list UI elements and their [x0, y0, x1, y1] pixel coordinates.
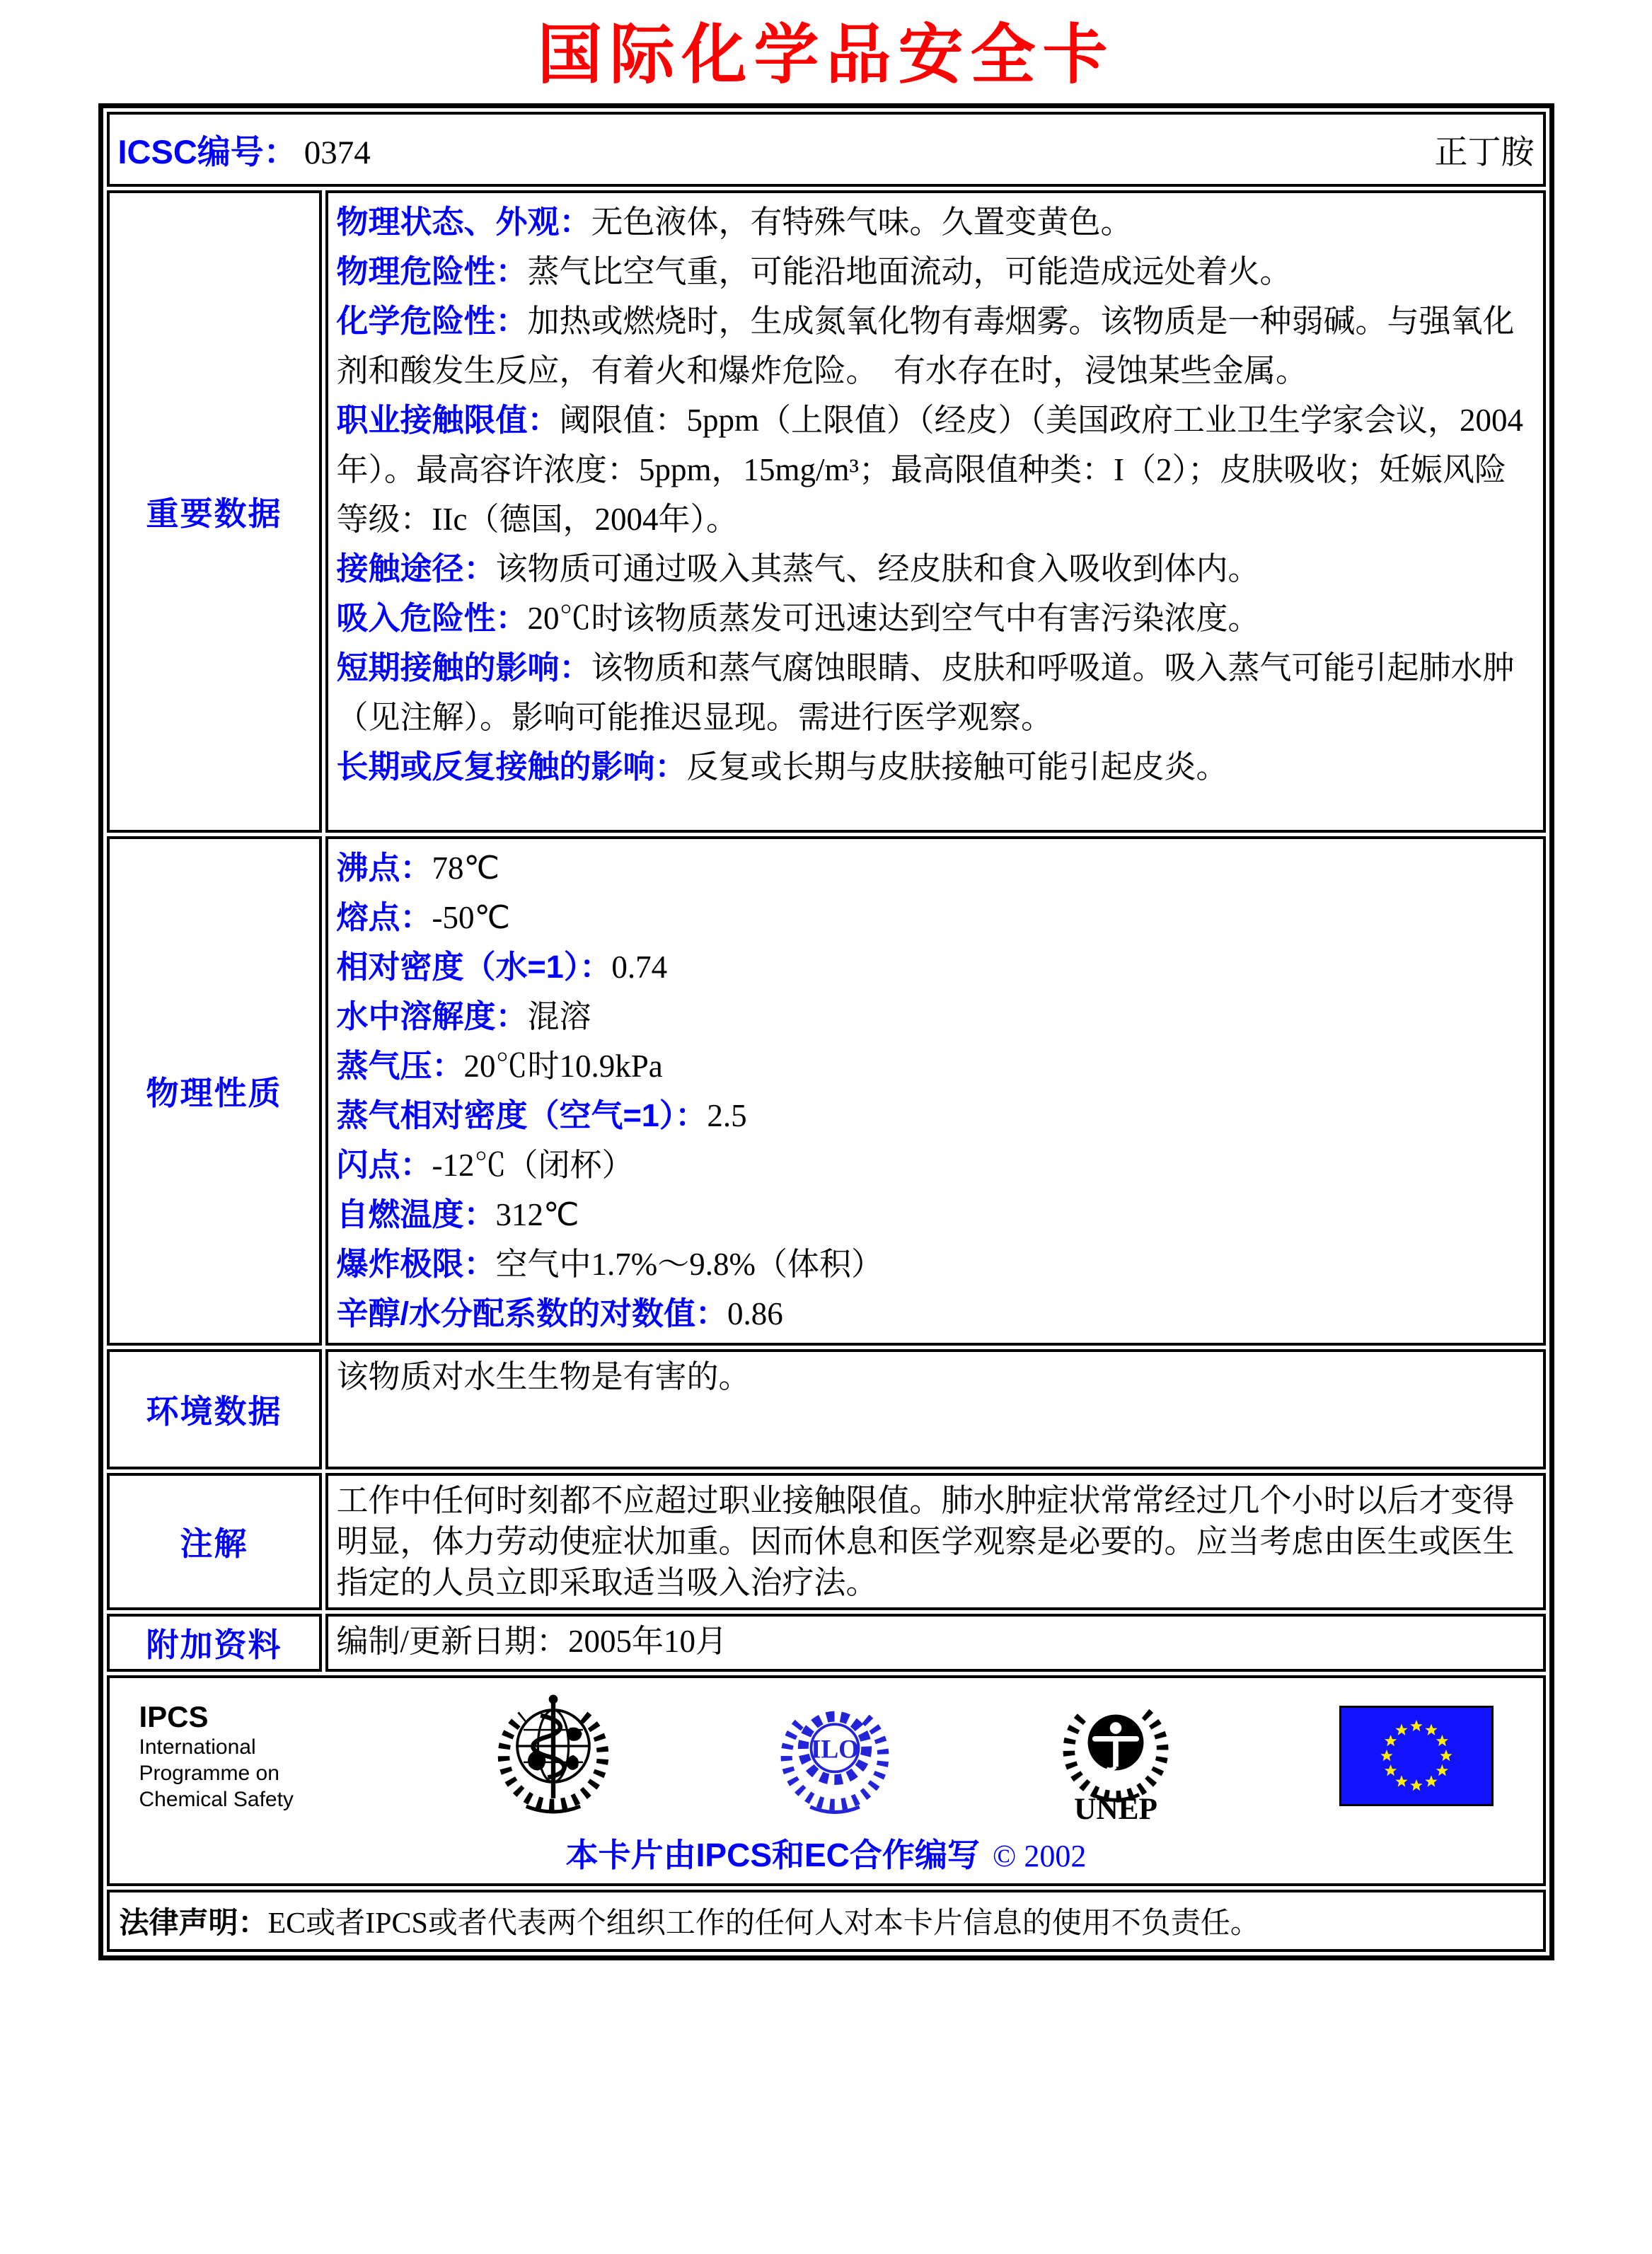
ilo-logo-text: ILO: [810, 1735, 859, 1764]
additional-info-row: [107, 1614, 1546, 1672]
field-short-term-effects: 短期接触的影响：该物质和蒸气腐蚀眼睛、皮肤和呼吸道。吸入蒸气可能引起肺水肿（见注解）。影响可能推迟显现。需进行医学观察。: [336, 649, 1515, 735]
physical-properties-row: [107, 836, 1546, 1346]
header-row: [107, 112, 1546, 187]
field-melting-point: 熔点：-50℃: [336, 899, 511, 935]
important-data-row: [107, 190, 1546, 833]
ilo-logo-icon: [777, 1688, 893, 1824]
environmental-data-content: [325, 1349, 1546, 1469]
field-inhalation-risk: 吸入危险性：20℃时该物质蒸发可迅速达到空气中有害污染浓度。: [336, 600, 1260, 636]
notes-row: [107, 1473, 1546, 1610]
ipcs-subtitle-line: Programme on: [139, 1761, 279, 1785]
field-flash-point: 闪点：-12℃（闭杯）: [336, 1147, 634, 1183]
copyright-year: © 2002: [992, 1839, 1087, 1873]
field-notes-text: 工作中任何时刻都不应超过职业接触限值。肺水肿症状常常经过几个小时以后才变得明显，体力劳动使症状加重。因而休息和医学观察是必要的。应当考虑由医生或医生指定的人员立即采取适当吸入治疗法。: [336, 1483, 1515, 1600]
unep-logo-text: UNEP: [1074, 1792, 1157, 1824]
ipcs-subtitle-line: International: [139, 1735, 256, 1759]
icsc-card-table: [98, 103, 1554, 1960]
field-vapor-pressure: 蒸气压：20℃时10.9kPa: [336, 1048, 663, 1084]
section-label-environmental-data: 环境数据: [107, 1349, 322, 1469]
legal-cell: [107, 1890, 1546, 1952]
who-logo-icon: [494, 1688, 613, 1824]
notes-content: [325, 1473, 1546, 1610]
field-update-date: 编制/更新日期：2005年10月: [336, 1624, 728, 1659]
legal-row: [107, 1890, 1546, 1952]
field-water-solubility: 水中溶解度：混溶: [336, 998, 591, 1034]
field-explosive-limits: 爆炸极限：空气中1.7%～9.8%（体积）: [336, 1246, 883, 1282]
ipcs-subtitle-line: Chemical Safety: [139, 1787, 294, 1811]
cooperation-caption: [124, 1830, 1529, 1876]
header-cell: [107, 112, 1546, 187]
eu-flag-icon: [1339, 1706, 1494, 1806]
ipcs-text-block: [139, 1700, 330, 1813]
icsc-number-label: ICSC编号：: [117, 132, 297, 171]
chemical-name: 正丁胺: [1434, 134, 1535, 171]
section-label-notes: 注解: [107, 1473, 322, 1610]
additional-info-content: [325, 1614, 1546, 1672]
logos-cell: [107, 1675, 1546, 1886]
section-label-additional-info: 附加资料: [107, 1614, 322, 1672]
icsc-number-group: [118, 126, 371, 173]
field-octanol-water-partition: 辛醇/水分配系数的对数值：0.86: [336, 1295, 783, 1331]
environmental-data-row: [107, 1349, 1546, 1469]
legal-notice-label: 法律声明：: [119, 1906, 268, 1939]
ipcs-title: IPCS: [139, 1699, 209, 1733]
page-title: 国际化学品安全卡: [537, 19, 1115, 91]
field-vapor-relative-density: 蒸气相对密度（空气=1）：2.5: [336, 1097, 747, 1133]
field-physical-danger: 物理危险性：蒸气比空气重，可能沿地面流动，可能造成远处着火。: [336, 253, 1292, 289]
important-data-content: [325, 190, 1546, 833]
section-label-important-data: 重要数据: [107, 190, 322, 833]
field-long-term-effects: 长期或反复接触的影响：反复或长期与皮肤接触可能引起皮炎。: [336, 749, 1228, 785]
field-occupational-limits: 职业接触限值：阈限值：5ppm（上限值）（经皮）（美国政府工业卫生学家会议，2004年）。最高容许浓度：5ppm，15mg/m³；最高限值种类：I（2）；皮肤吸收；妊娠风险等级：IIc（德国，2004年）。: [336, 402, 1524, 537]
icsc-number-value: 0374: [304, 134, 371, 171]
field-environmental-note: 该物质对水生生物是有害的。: [336, 1359, 751, 1394]
unep-logo-icon: [1056, 1688, 1175, 1824]
field-autoignition-temperature: 自燃温度：312℃: [336, 1196, 579, 1232]
field-exposure-routes: 接触途径：该物质可通过吸入其蒸气、经皮肤和食入吸收到体内。: [336, 550, 1260, 586]
field-relative-density: 相对密度（水=1）：0.74: [336, 949, 668, 985]
physical-properties-content: [325, 836, 1546, 1346]
legal-notice-text: EC或者IPCS或者代表两个组织工作的任何人对本卡片信息的使用不负责任。: [267, 1907, 1260, 1940]
section-label-physical-properties: 物理性质: [107, 836, 322, 1346]
field-physical-state: 物理状态、外观：无色液体，有特殊气味。久置变黄色。: [336, 204, 1133, 240]
field-boiling-point: 沸点：78℃: [336, 850, 500, 886]
field-chemical-danger: 化学危险性：加热或燃烧时，生成氮氧化物有毒烟雾。该物质是一种弱碱。与强氧化剂和酸发生反应，有着火和爆炸危险。 有水存在时，浸蚀某些金属。: [336, 303, 1515, 388]
logos-row: [107, 1675, 1546, 1886]
header-content: [118, 126, 1535, 173]
cooperation-caption-text: 本卡片由IPCS和EC合作编写: [565, 1837, 980, 1873]
